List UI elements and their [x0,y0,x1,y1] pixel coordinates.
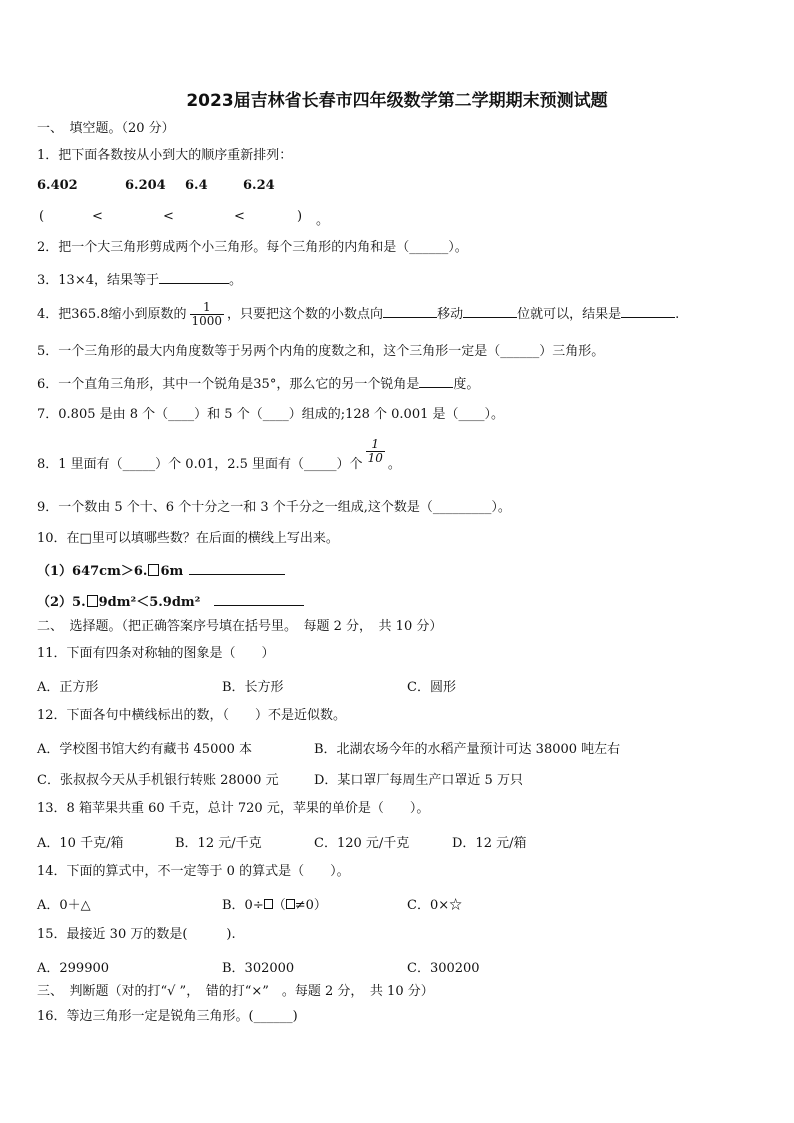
question-5: 5．一个三角形的最大内角度数等于另两个内角的度数之和，这个三角形一定是（______）三角形。 [37,344,605,359]
question-7: 7．0.805 是由 8 个（____）和 5 个（____）组成的;128 个 0.001 是（____）。 [37,407,504,422]
q11-option-b[interactable]: B．长方形 [222,680,284,695]
q14-option-c[interactable]: C．0×☆ [407,898,463,913]
question-10: 10．在□里可以填哪些数？在后面的横线上写出来。 [37,531,339,546]
q11-option-a[interactable]: A．正方形 [37,680,99,695]
q12-option-b[interactable]: B．北湖农场今年的水稻产量预计可达 38000 吨左右 [314,742,621,757]
square-symbol-icon [264,899,273,909]
square-symbol-icon [286,899,295,909]
q1-close-paren: ) [297,209,303,224]
answer-blank[interactable] [383,305,437,318]
question-8: 8．1 里面有（_____）个 0.01，2.5 里面有（_____）个 $\frac{1}{10}$ 。 [37,437,401,472]
q14-option-a[interactable]: A．0＋△ [37,898,91,913]
q15-option-a[interactable]: A．299900 [37,961,110,976]
fraction-1-10: $\frac{1}{10}$ [367,437,383,465]
q15-option-b[interactable]: B．302000 [222,961,295,976]
question-3: 3．13×4，结果等于 。 [37,273,242,288]
page-title: 2023届吉林省长春市四年级数学第二学期期末预测试题 [186,91,608,111]
section-header-true-false: 三、 判断题（对的打“√ ”， 错的打“×” 。每题 2 分， 共 10 分） [37,984,434,999]
digit-box[interactable] [148,564,159,576]
q1-number-3: 6.4 [185,178,208,193]
question-13: 13．8 箱苹果共重 60 千克，总计 720 元，苹果的单价是（ ）。 [37,801,430,816]
q1-number-2: 6.204 [125,178,166,193]
q13-option-b[interactable]: B．12 元/千克 [175,836,262,851]
question-14: 14．下面的算式中，不一定等于 0 的算式是（ ）。 [37,864,350,879]
question-10-part-2: （2）5. 9dm²＜5.9dm² [37,593,304,612]
answer-blank[interactable] [214,593,304,606]
question-16: 16．等边三角形一定是锐角三角形。(______) [37,1009,298,1024]
q1-number-4: 6.24 [243,178,275,193]
question-2: 2．把一个大三角形剪成两个小三角形。每个三角形的内角和是（______）。 [37,240,468,255]
q14-option-b[interactable]: B．0÷ （ ≠0） [222,898,327,913]
q13-option-a[interactable]: A．10 千克/箱 [37,836,124,851]
q1-number-1: 6.402 [37,178,78,193]
answer-blank[interactable] [621,305,675,318]
question-1: 1．把下面各数按从小到大的顺序重新排列： [37,148,293,163]
section-header-fill-in: 一、 填空题。（20 分） [37,121,175,136]
question-10-part-1: （1）647cm＞6. 6m [37,562,285,581]
question-9: 9．一个数由 5 个十、6 个十分之一和 3 个千分之一组成,这个数是（_________）。 [37,500,511,515]
answer-blank[interactable] [159,271,229,284]
fraction-1-1000: $\frac{1}{1000}$ [191,300,223,328]
answer-blank[interactable] [419,375,453,388]
digit-box[interactable] [87,595,98,607]
q11-option-c[interactable]: C．圆形 [407,680,456,695]
q1-less-than-3: < [234,209,245,224]
q12-option-d[interactable]: D．某口罩厂每周生产口罩近 5 万只 [314,773,523,788]
answer-blank[interactable] [189,562,285,575]
q13-option-c[interactable]: C．120 元/千克 [314,836,410,851]
q1-less-than-2: < [163,209,174,224]
q12-option-c[interactable]: C．张叔叔今天从手机银行转账 28000 元 [37,773,279,788]
answer-blank[interactable] [463,305,517,318]
question-15: 15．最接近 30 万的数是( ). [37,927,236,942]
question-4: 4．把365.8缩小到原数的 $\frac{1}{1000}$ ，只要把这个数的小数点向 移动 位就可以，结果是 . [37,300,680,328]
q1-period: 。 [316,213,330,228]
question-12: 12．下面各句中横线标出的数，（ ）不是近似数。 [37,708,347,723]
question-6: 6．一个直角三角形，其中一个锐角是35°，那么它的另一个锐角是 度。 [37,377,480,392]
q1-open-paren: ( [39,209,45,224]
question-11: 11．下面有四条对称轴的图象是（ ） [37,646,275,661]
q15-option-c[interactable]: C．300200 [407,961,480,976]
q12-option-a[interactable]: A．学校图书馆大约有藏书 45000 本 [37,742,253,757]
q13-option-d[interactable]: D．12 元/箱 [452,836,527,851]
section-header-multiple-choice: 二、 选择题。（把正确答案序号填在括号里。 每题 2 分， 共 10 分） [37,619,443,634]
q1-less-than-1: < [92,209,103,224]
